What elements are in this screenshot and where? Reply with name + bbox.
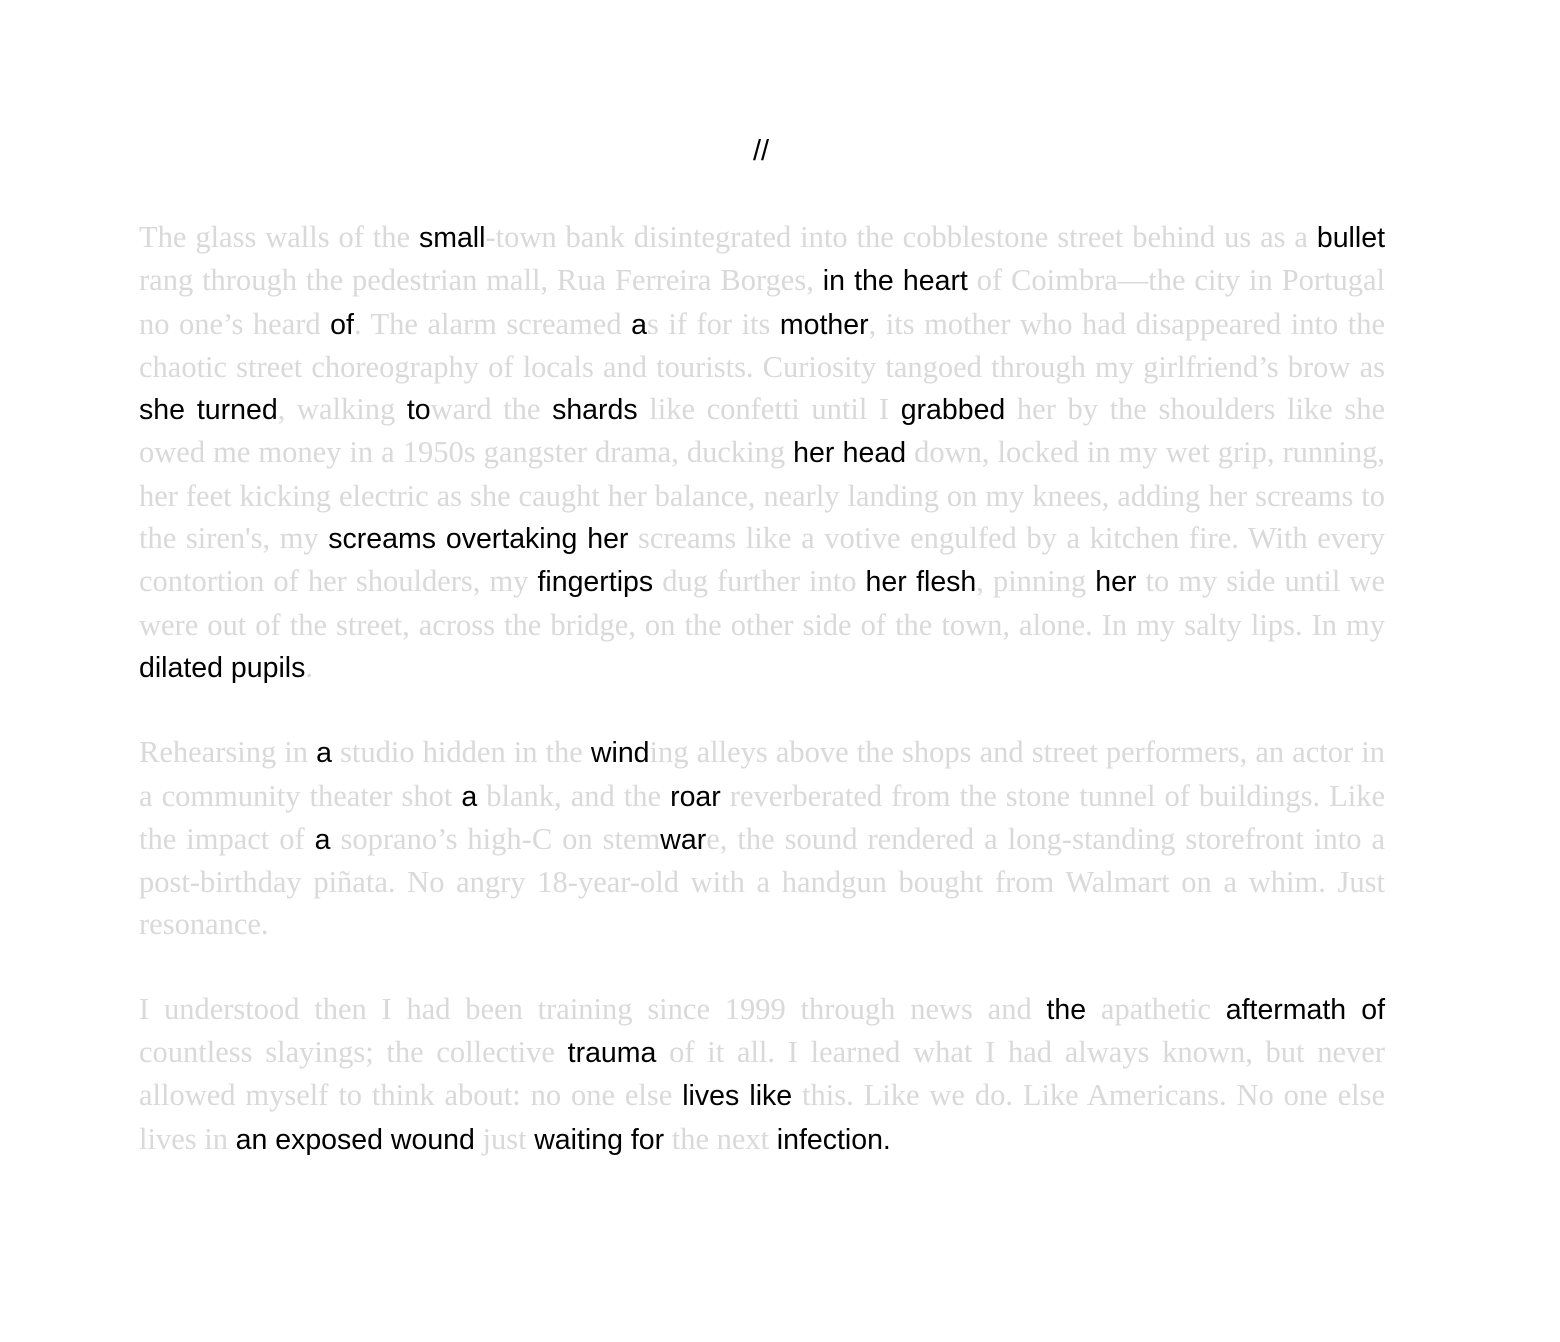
highlighted-word: a [314,823,331,856]
erasure-poem-page [139,132,1385,1161]
faded-text: e, the sound rendered a long-standing storefront into a post-birthday piñata. No angry 18-year-old with a handgun bought from Walmart on a whim. Just resonance. [139,821,1385,942]
faded-text: , walking [277,392,407,427]
highlighted-word: infection. [776,1123,891,1156]
faded-text: Rehearsing in [139,735,317,770]
highlighted-word: fingertips [537,566,654,599]
faded-text: just [474,1121,535,1156]
highlighted-word: she turned [139,394,278,427]
highlighted-word: war [660,823,707,856]
faded-text: countless slayings; the collective [139,1035,568,1070]
highlighted-word: her flesh [865,566,977,599]
highlighted-word: a [316,737,332,770]
faded-text: . [305,649,313,684]
faded-text: screams like a votive engulfed by a kitchen fire. With every contortion of her shoulders, my [139,521,1385,599]
poem-body [139,216,1385,1161]
faded-text: . The alarm screamed [353,306,632,341]
highlighted-word: wind [590,737,650,770]
highlighted-word: roar [670,780,721,813]
highlighted-word: aftermath of [1225,993,1385,1026]
highlighted-word: lives like [682,1080,793,1113]
highlighted-word: grabbed [900,394,1006,427]
faded-text: , its mother who had disappeared into the chaotic street choreography of locals and tourists. Curiosity tangoed through my girlfriend’s brow as [139,306,1385,384]
faded-text: The glass walls of the [139,220,419,254]
prose-paragraph [139,988,1385,1161]
faded-text: of Coimbra—the city in Portugal no one’s heard [139,263,1386,341]
highlighted-word: a [461,780,478,813]
highlighted-word: in the heart [822,265,968,298]
highlighted-word: screams overtaking her [328,523,629,556]
highlighted-word: a [631,308,647,341]
faded-text: the next [664,1121,777,1156]
highlighted-word: waiting for [534,1123,665,1156]
section-divider: // [752,135,770,167]
highlighted-word: mother [779,308,869,341]
highlighted-word: bullet [1316,222,1385,254]
faded-text: rang through the pedestrian mall, Rua Ferreira Borges, [139,263,823,298]
faded-text: down, locked in my wet grip, running, her feet kicking electric as she caught her balance, nearly landing on my knees, adding her screams to the siren's, my [139,435,1385,556]
highlighted-word: an exposed wound [235,1123,475,1156]
highlighted-word: her head [793,437,907,470]
faded-text: s if for its [646,306,780,341]
faded-text: to my side until we were out of the street, across the bridge, on the other side of the town, alone. In my salty lips. In my [139,564,1385,642]
prose-paragraph [139,731,1385,945]
faded-text: studio hidden in the [331,735,591,770]
prose-paragraph [139,216,1385,689]
highlighted-word: of [330,308,354,341]
faded-text: this. Like we do. Like Americans. No one else lives in [139,1078,1386,1156]
highlighted-word: the [1046,993,1087,1026]
highlighted-word: small [418,222,486,254]
faded-text: soprano’s high-C on stem [330,821,661,856]
faded-text: , pinning [976,564,1096,599]
highlighted-word: her [1095,566,1137,599]
faded-text: of it all. I learned what I had always known, but never allowed myself to think about: no one else [139,1035,1385,1113]
highlighted-word: dilated pupils [139,651,306,684]
faded-text: like confetti until I [637,392,901,427]
faded-text: -town bank disintegrated into the cobblestone street behind us as a [485,220,1317,254]
faded-text: dug further into [653,564,866,599]
faded-text: blank, and the [477,778,671,813]
faded-text: I understood then I had been training since 1999 through news and [139,991,1047,1026]
faded-text: ing alleys above the shops and street performers, an actor in a community theater shot [139,735,1385,813]
faded-text: her by the shoulders like she owed me money in a 1950s gangster drama, ducking [139,392,1385,470]
highlighted-word: to [406,394,431,427]
faded-text: apathetic [1086,991,1226,1026]
faded-text: reverberated from the stone tunnel of buildings. Like the impact of [139,778,1386,856]
highlighted-word: shards [552,394,638,427]
highlighted-word: trauma [567,1037,657,1070]
faded-text: ward the [430,392,553,427]
